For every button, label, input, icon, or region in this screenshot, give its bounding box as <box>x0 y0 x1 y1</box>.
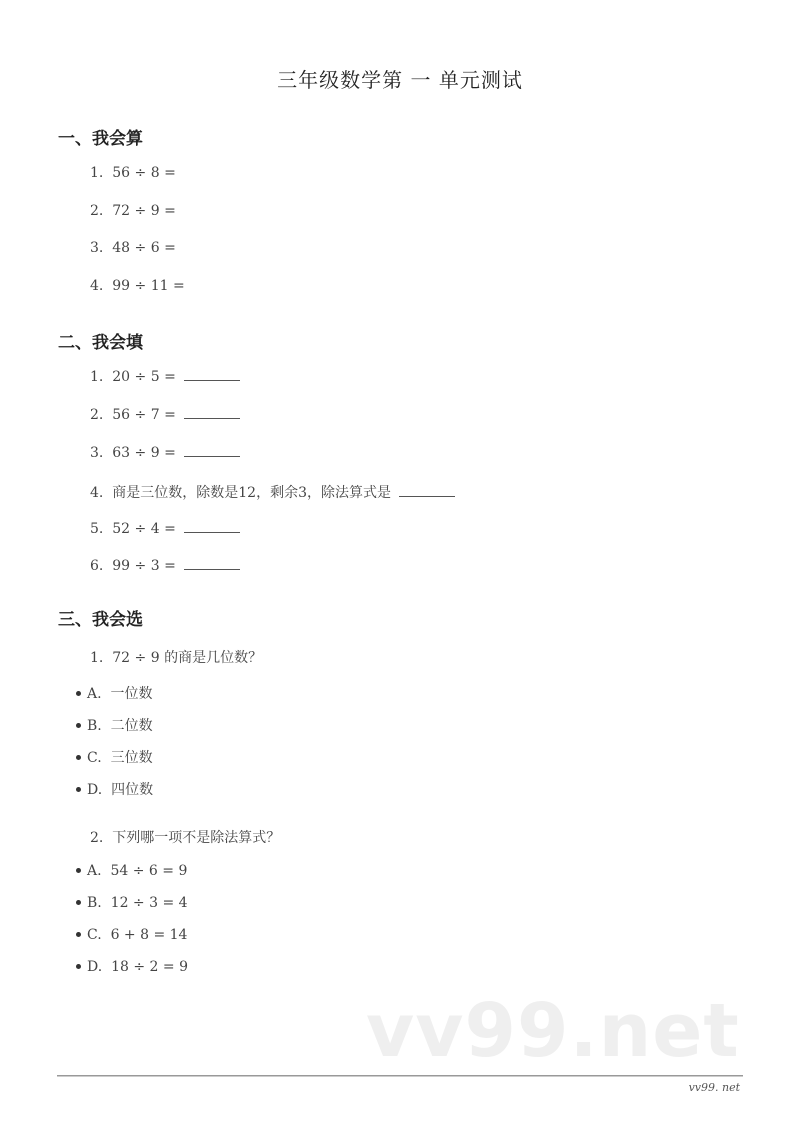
choice-option[interactable] <box>76 863 187 879</box>
choice-option[interactable] <box>76 683 152 703</box>
option-label: D. <box>87 959 103 975</box>
section-heading-choose: 三、我会选 <box>58 610 143 630</box>
question-item <box>90 165 176 181</box>
option-text: 12 ÷ 3 = 4 <box>110 895 188 911</box>
question-text: 56 ÷ 8 = <box>112 165 176 181</box>
option-text: 一位数 <box>110 686 153 702</box>
question-item <box>90 406 240 423</box>
bullet-icon <box>76 755 81 760</box>
bullet-icon <box>76 932 81 937</box>
answer-blank[interactable] <box>399 484 455 497</box>
question-number: 3. <box>90 240 104 256</box>
choice-option[interactable] <box>76 747 153 767</box>
answer-blank[interactable] <box>184 368 240 381</box>
option-text: 18 ÷ 2 = 9 <box>111 959 188 975</box>
question-text: 63 ÷ 9 = <box>112 445 176 461</box>
option-text: 6 + 8 = 14 <box>110 927 188 943</box>
bullet-icon <box>76 868 81 873</box>
question-number: 1. <box>90 650 104 666</box>
option-label: D. <box>87 782 103 798</box>
question-number: 2. <box>90 830 104 846</box>
question-number: 4. <box>90 485 104 501</box>
question-text: 72 ÷ 9 = <box>112 203 176 219</box>
bullet-icon <box>76 691 81 696</box>
footer-divider <box>57 1075 743 1077</box>
option-label: A. <box>87 686 102 702</box>
question-number: 2. <box>90 203 104 219</box>
question-item <box>90 482 455 502</box>
section-heading-calculate: 一、我会算 <box>58 129 143 149</box>
choice-option[interactable] <box>76 927 187 943</box>
option-label: A. <box>87 863 102 879</box>
option-label: C. <box>87 750 102 766</box>
question-text: 99 ÷ 3 = <box>112 558 176 574</box>
answer-blank[interactable] <box>184 444 240 457</box>
question-item <box>90 827 280 847</box>
question-item <box>90 368 240 385</box>
section-heading-fill: 二、我会填 <box>58 333 143 353</box>
option-text: 三位数 <box>110 750 153 766</box>
choice-option[interactable] <box>76 895 188 911</box>
question-number: 2. <box>90 407 104 423</box>
option-text: 54 ÷ 6 = 9 <box>110 863 188 879</box>
choice-option[interactable] <box>76 715 153 735</box>
bullet-icon <box>76 723 81 728</box>
question-item <box>90 203 176 219</box>
question-number: 4. <box>90 278 104 294</box>
question-number: 1. <box>90 165 104 181</box>
bullet-icon <box>76 787 81 792</box>
bullet-icon <box>76 900 81 905</box>
question-number: 3. <box>90 445 104 461</box>
question-item <box>90 520 240 537</box>
option-text: 二位数 <box>110 718 153 734</box>
question-item <box>90 278 185 294</box>
answer-blank[interactable] <box>184 520 240 533</box>
option-text: 四位数 <box>111 782 154 798</box>
question-text: 商是三位数，除数是12，剩余3，除法算式是 <box>112 485 391 501</box>
option-label: B. <box>87 895 102 911</box>
question-text: 下列哪一项不是除法算式？ <box>112 830 281 846</box>
bullet-icon <box>76 964 81 969</box>
question-text: 72 ÷ 9 的商是几位数？ <box>112 650 263 666</box>
watermark: vv99.net <box>366 988 740 1074</box>
answer-blank[interactable] <box>184 557 240 570</box>
question-number: 1. <box>90 369 104 385</box>
question-text: 52 ÷ 4 = <box>112 521 176 537</box>
question-text: 56 ÷ 7 = <box>112 407 176 423</box>
footer-text: vv99. net <box>688 1081 740 1094</box>
question-item <box>90 557 240 574</box>
choice-option[interactable] <box>76 959 188 975</box>
choice-option[interactable] <box>76 779 153 799</box>
answer-blank[interactable] <box>184 406 240 419</box>
question-number: 5. <box>90 521 104 537</box>
page-title: 三年级数学第 一 单元测试 <box>277 68 523 92</box>
option-label: C. <box>87 927 102 943</box>
question-number: 6. <box>90 558 104 574</box>
question-item <box>90 647 262 667</box>
option-label: B. <box>87 718 102 734</box>
question-item <box>90 240 176 256</box>
question-item <box>90 444 240 461</box>
question-text: 99 ÷ 11 = <box>112 278 185 294</box>
question-text: 48 ÷ 6 = <box>112 240 176 256</box>
question-text: 20 ÷ 5 = <box>112 369 176 385</box>
